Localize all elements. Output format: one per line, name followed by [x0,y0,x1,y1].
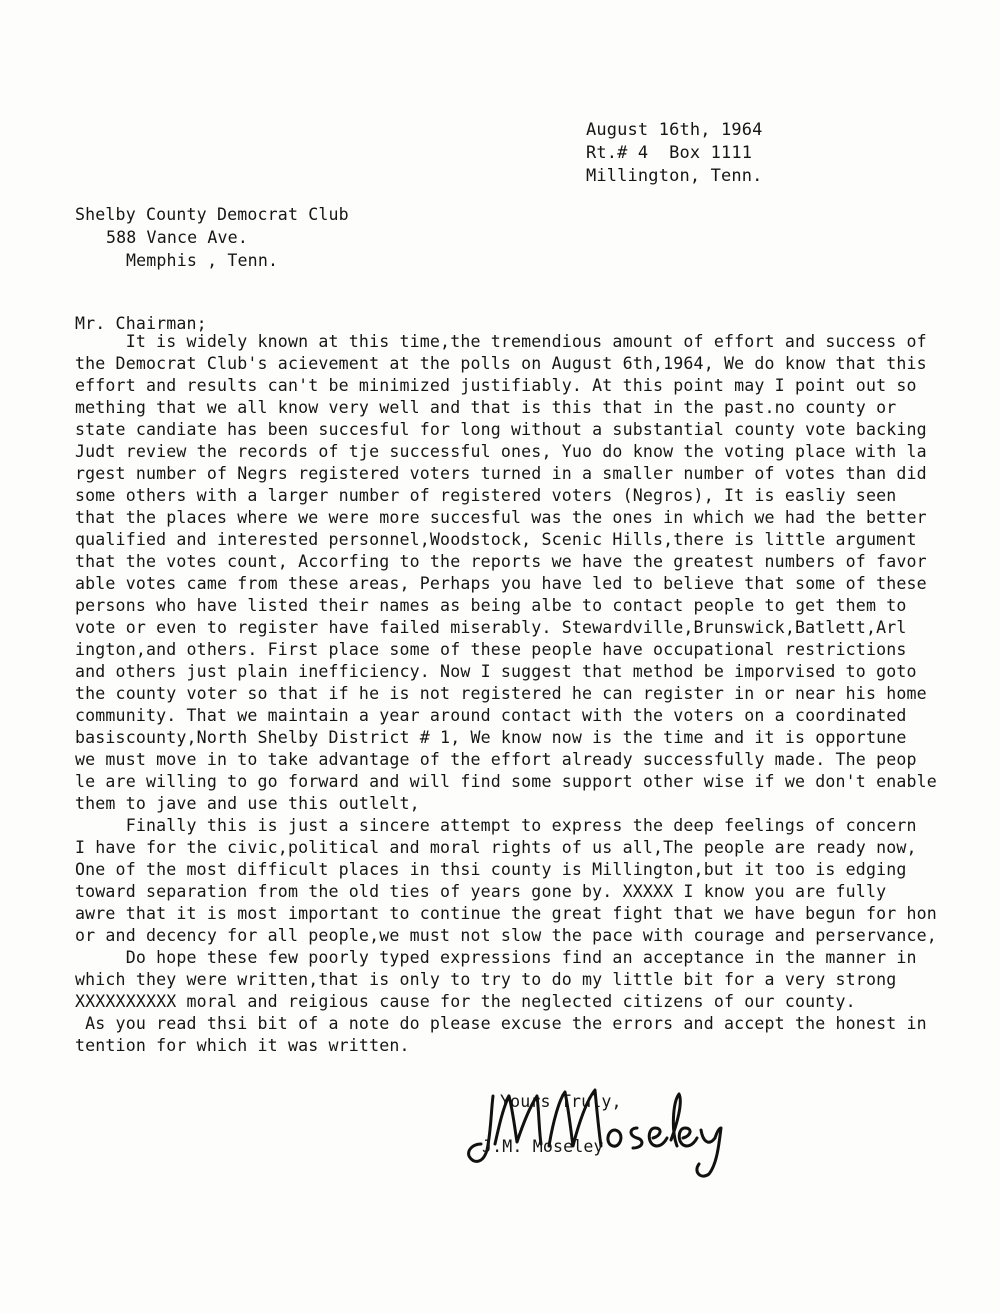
body-line: awre that it is most important to continue the great fight that we have begun for hon [75,904,937,923]
body-line: community. That we maintain a year around contact with the voters on a coordinated [75,706,907,725]
body-line: the county voter so that if he is not registered he can register in or near his home [75,684,927,703]
body-line: we must move in to take advantage of the effort already successfully made. The peop [75,750,917,769]
body-line: I have for the civic,political and moral rights of us all,The people are ready now, [75,838,917,857]
salutation: Mr. Chairman; [75,314,207,333]
body-line: that the places where we were more succesful was the ones in which we had the better [75,508,927,527]
body-line: persons who have listed their names as being albe to contact people to get them to [75,596,907,615]
body-line: qualified and interested personnel,Woodstock, Scenic Hills,there is little argument [75,530,917,549]
body-line: and others just plain inefficiency. Now I suggest that method be imporvised to goto [75,662,917,681]
handwritten-signature [465,1072,755,1182]
body-line: state candiate has been succesful for long without a substantial county vote backing [75,420,927,439]
recipient-city: Memphis , Tenn. [126,251,279,270]
body-line: toward separation from the old ties of years gone by. XXXXX I know you are fully [75,882,887,901]
recipient-name: Shelby County Democrat Club [75,205,349,224]
letter-date: August 16th, 1964 [586,120,763,140]
body-line: some others with a larger number of registered voters (Negros), It is easliy seen [75,486,897,505]
body-line: able votes came from these areas, Perhaps you have led to believe that some of these [75,574,927,593]
body-line: vote or even to register have failed miserably. Stewardville,Brunswick,Batlett,Arl [75,618,907,637]
typed-signer-name: J.M. Moseley [482,1137,604,1156]
body-line: basiscounty,North Shelby District # 1, We know now is the time and it is opportune [75,728,907,747]
body-line: the Democrat Club's acievement at the polls on August 6th,1964, We do know that this [75,354,927,373]
body-line: rgest number of Negrs registered voters turned in a smaller number of votes than did [75,464,927,483]
body-line: or and decency for all people,we must not slow the pace with courage and perservance, [75,926,937,945]
body-line: Judt review the records of tje successful ones, Yuo do know the voting place with la [75,442,927,461]
body-line: One of the most difficult places in thsi county is Millington,but it too is edging [75,860,907,879]
body-line: It is widely known at this time,the tremendious amount of effort and success of [75,332,927,351]
body-line: XXXXXXXXXX moral and reigious cause for the neglected citizens of our county. [75,992,856,1011]
body-line: that the votes count, Accorfing to the reports we have the greatest numbers of favor [75,552,927,571]
body-line: tention for which it was written. [75,1036,410,1055]
body-line: le are willing to go forward and will find some support other wise if we don't enable [75,772,937,791]
body-line: them to jave and use this outlelt, [75,794,420,813]
sender-route: Rt.# 4 Box 1111 [586,143,753,163]
body-line: mething that we all know very well and that is this that in the past.no county or [75,398,897,417]
sender-city: Millington, Tenn. [586,166,763,186]
body-line: which they were written,that is only to try to do my little bit for a very strong [75,970,897,989]
body-line: Finally this is just a sincere attempt to express the deep feelings of concern [75,816,917,835]
body-line: As you read thsi bit of a note do please excuse the errors and accept the honest in [75,1014,927,1033]
recipient-street: 588 Vance Ave. [106,228,248,247]
body-line: Do hope these few poorly typed expressions find an acceptance in the manner in [75,948,917,967]
body-line: effort and results can't be minimized justifiably. At this point may I point out so [75,376,917,395]
closing: Yours Truly, [500,1092,622,1111]
body-line: ington,and others. First place some of these people have occupational restrictions [75,640,907,659]
